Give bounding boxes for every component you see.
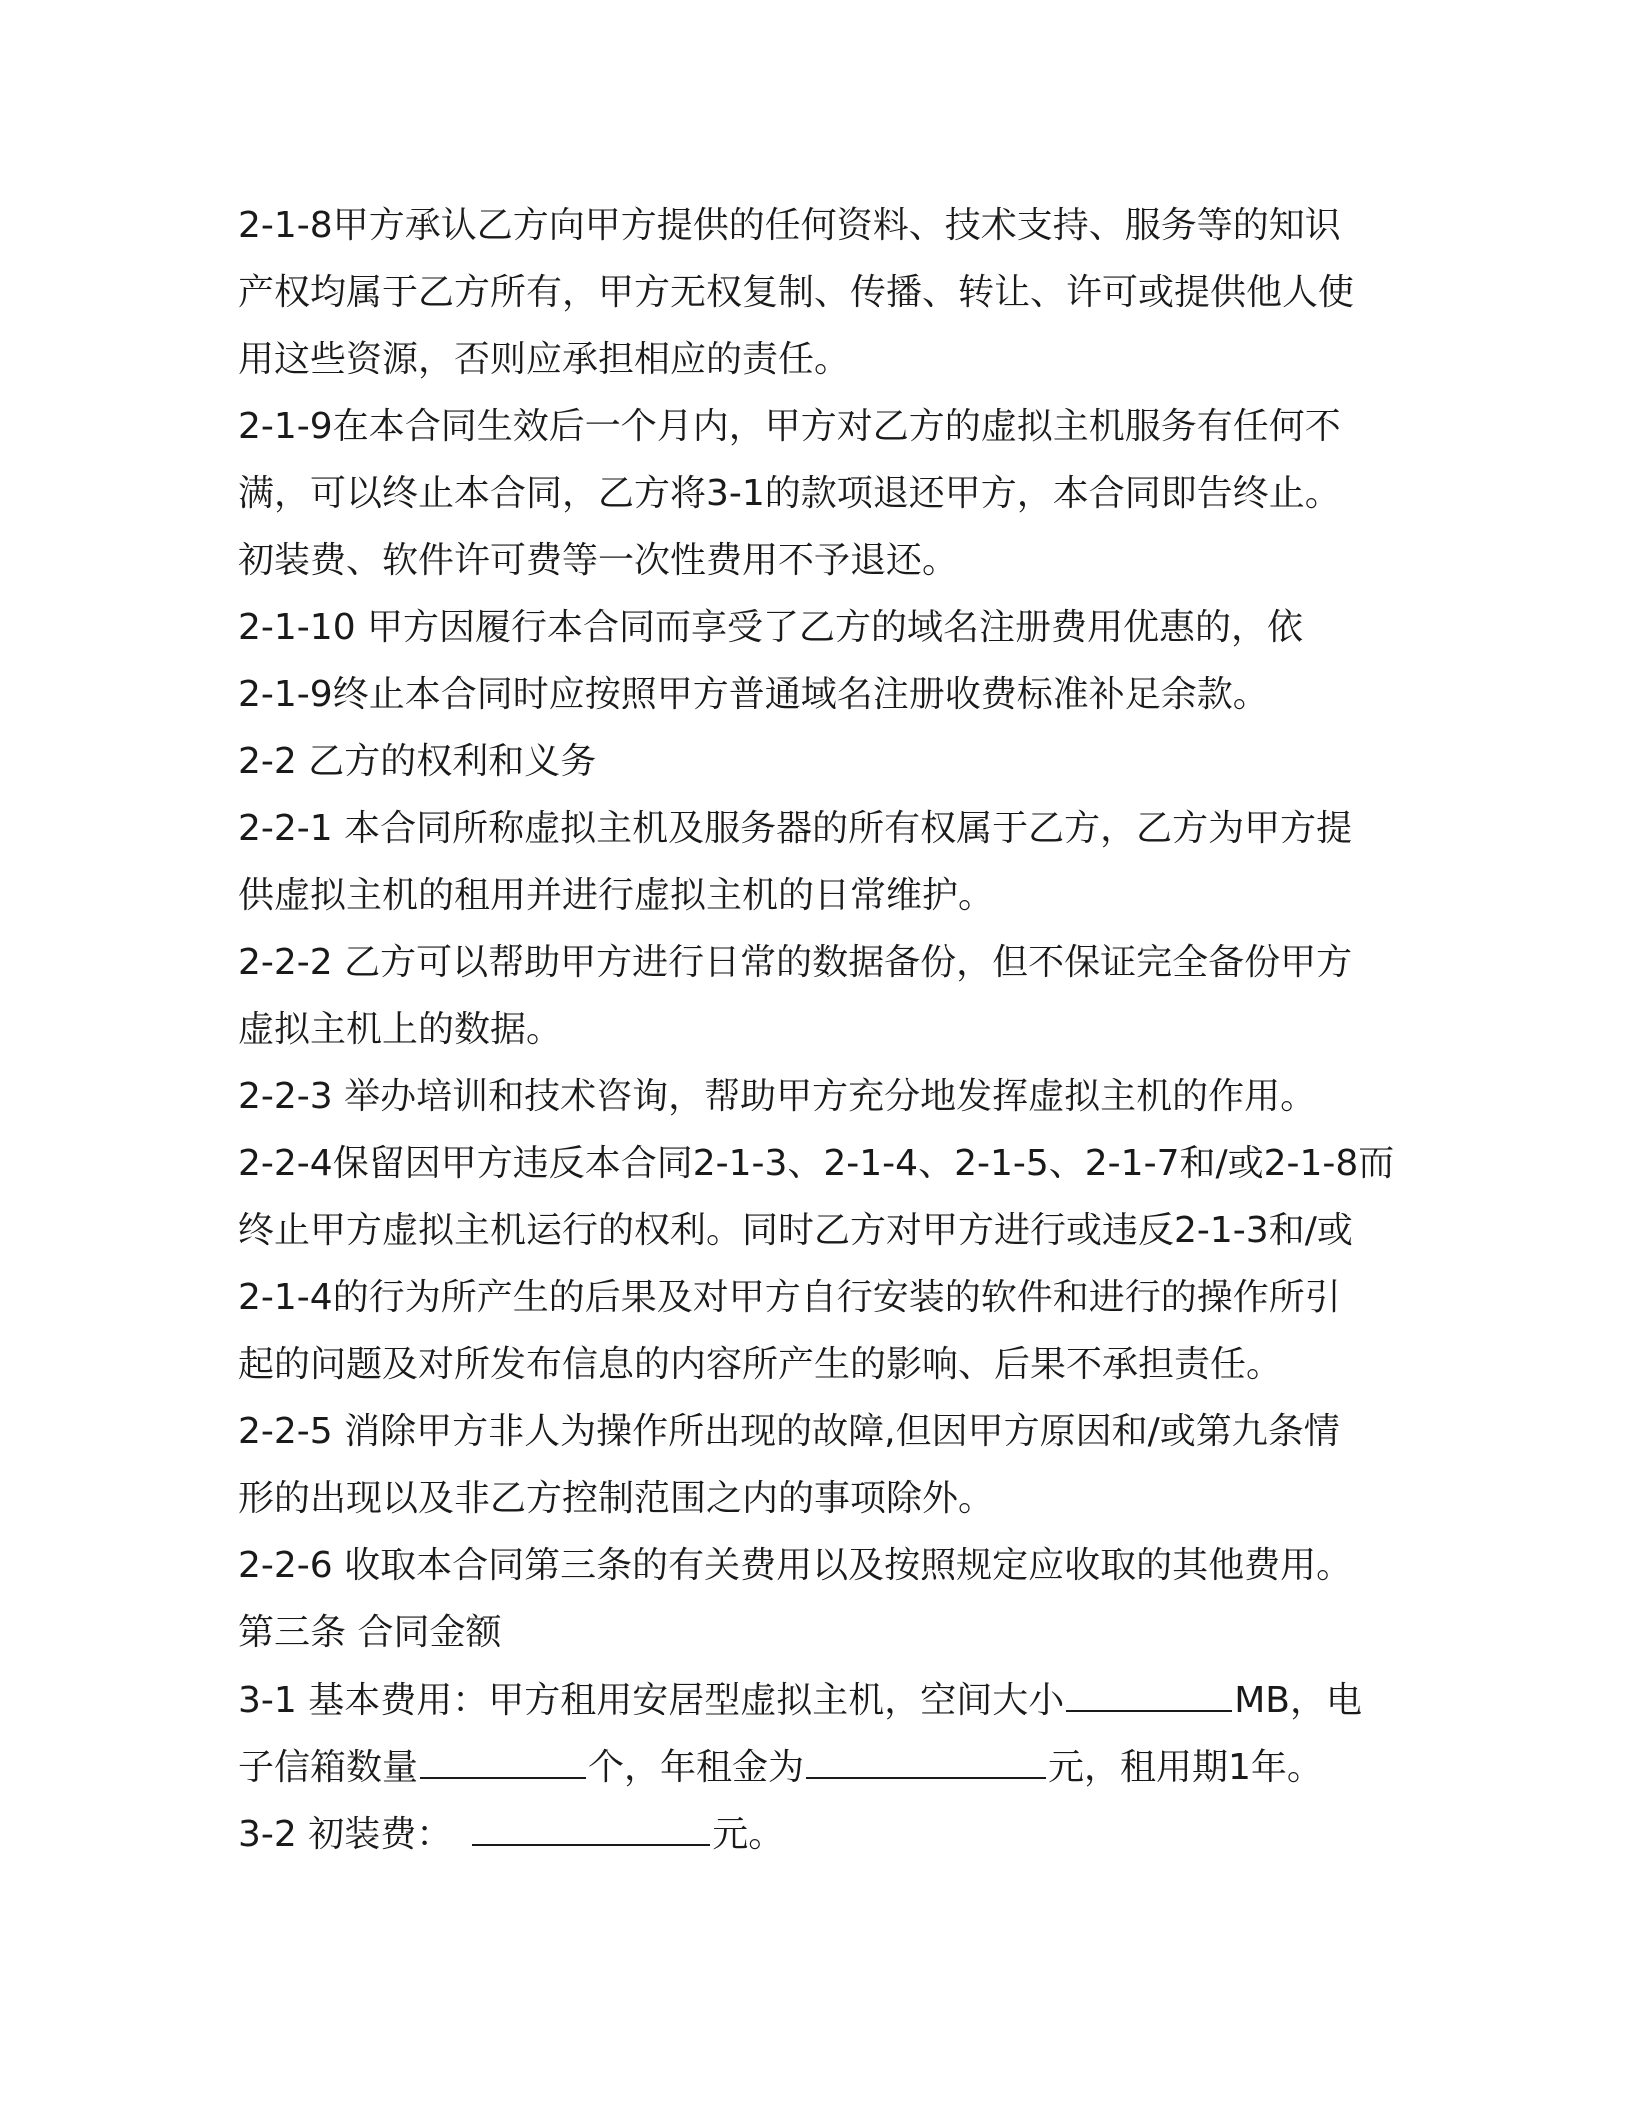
text-line: 2-1-10 甲方因履行本合同而享受了乙方的域名注册费用优惠的，依 <box>238 607 1304 648</box>
contract-page <box>238 192 1398 1867</box>
setup-fee-blank[interactable] <box>472 1800 710 1846</box>
text-line: 2-2-3 举办培训和技术咨询，帮助甲方充分地发挥虚拟主机的作用。 <box>238 1076 1317 1117</box>
text-line: 2-2-6 收取本合同第三条的有关费用以及按照规定应收取的其他费用。 <box>238 1545 1353 1586</box>
text-line: 2-2-4保留因甲方违反本合同2-1-3、2-1-4、2-1-5、2-1-7和/或2-1-8而 <box>238 1143 1395 1184</box>
setup-fee-label: 3-2 初装费： <box>238 1814 453 1855</box>
text-line: 用这些资源，否则应承担相应的责任。 <box>238 339 851 380</box>
space-size-blank[interactable] <box>1066 1666 1232 1712</box>
text-line: 2-1-8甲方承认乙方向甲方提供的任何资料、技术支持、服务等的知识 <box>238 205 1341 246</box>
text-line: 终止甲方虚拟主机运行的权利。同时乙方对甲方进行或违反2-1-3和/或 <box>238 1210 1353 1251</box>
text-line: 供虚拟主机的租用并进行虚拟主机的日常维护。 <box>238 875 995 916</box>
text-line: 2-2-5 消除甲方非人为操作所出现的故障,但因甲方原因和/或第九条情 <box>238 1411 1340 1452</box>
annual-rent-label: 个，年租金为 <box>588 1747 805 1788</box>
text-line: 2-2-1 本合同所称虚拟主机及服务器的所有权属于乙方，乙方为甲方提 <box>238 808 1353 849</box>
setup-fee-line <box>238 1800 1398 1867</box>
text-line: 起的问题及对所发布信息的内容所产生的影响、后果不承担责任。 <box>238 1344 1283 1385</box>
text-line: 产权均属于乙方所有，甲方无权复制、传播、转让、许可或提供他人使 <box>238 272 1355 313</box>
text-line: 初装费、软件许可费等一次性费用不予退还。 <box>238 540 959 581</box>
article-heading: 第三条 合同金额 <box>238 1612 502 1653</box>
mailbox-count-blank[interactable] <box>420 1733 586 1779</box>
text-line: 2-1-4的行为所产生的后果及对甲方自行安装的软件和进行的操作所引 <box>238 1277 1341 1318</box>
basic-fee-line <box>238 1666 1398 1733</box>
basic-fee-label: 3-1 基本费用：甲方租用安居型虚拟主机，空间大小 <box>238 1680 1065 1721</box>
text-line: 2-2-2 乙方可以帮助甲方进行日常的数据备份，但不保证完全备份甲方 <box>238 942 1353 983</box>
setup-fee-unit: 元。 <box>712 1814 785 1855</box>
text-line: 虚拟主机上的数据。 <box>238 1009 563 1050</box>
text-line: 2-1-9终止本合同时应按照甲方普通域名注册收费标准补足余款。 <box>238 674 1269 715</box>
basic-fee-unit: MB，电 <box>1234 1680 1363 1721</box>
text-line: 满，可以终止本合同，乙方将3-1的款项退还甲方，本合同即告终止。 <box>238 473 1341 514</box>
text-line: 2-1-9在本合同生效后一个月内，甲方对乙方的虚拟主机服务有任何不 <box>238 406 1341 447</box>
rent-period-text: 元，租用期1年。 <box>1048 1747 1323 1788</box>
annual-rent-blank[interactable] <box>806 1733 1046 1779</box>
mailbox-count-label: 子信箱数量 <box>238 1747 419 1788</box>
mailbox-fee-line <box>238 1733 1398 1800</box>
text-line: 形的出现以及非乙方控制范围之内的事项除外。 <box>238 1478 995 1519</box>
section-heading: 2-2 乙方的权利和义务 <box>238 741 597 782</box>
